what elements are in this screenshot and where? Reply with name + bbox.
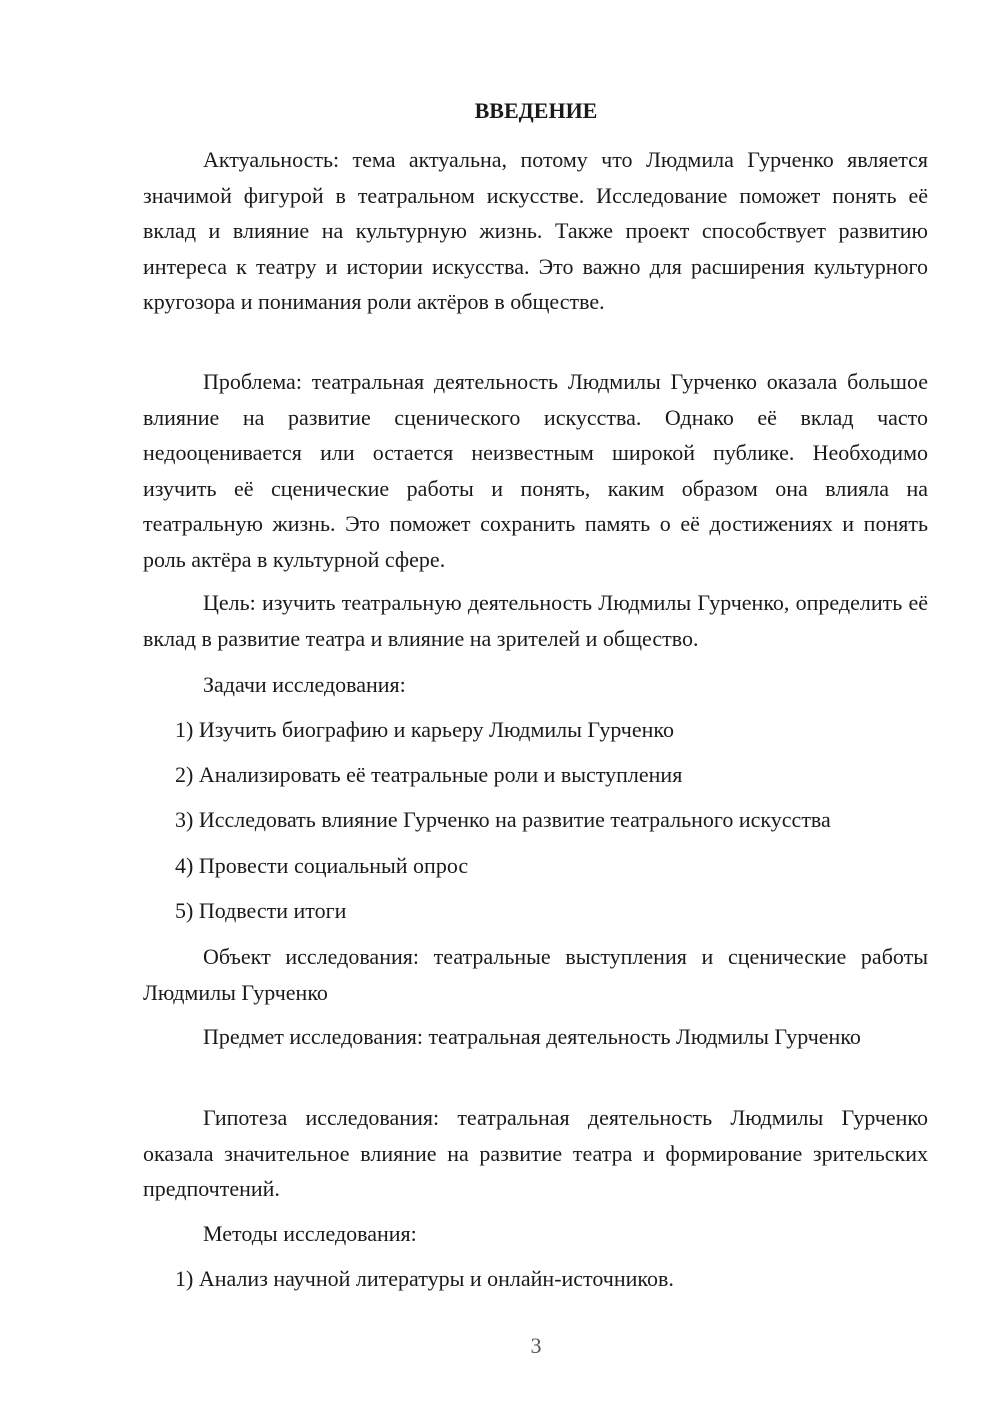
task-item-5: 5) Подвести итоги <box>175 898 347 923</box>
problem-paragraph: Проблема: театральная деятельность Людмилы Гурченко оказала большое влияние на развитие сценического искусства. Однако её вклад часто недооценивается или остается неизвестным широкой публике. Необходимо изучить её сценические работы и понять, каким образом она влияла на театральную жизнь. Это поможет сохранить память о её достижениях и понять роль актёра в культурной сфере. <box>143 369 928 572</box>
page-number: 3 <box>530 1333 542 1358</box>
goal-paragraph: Цель: изучить театральную деятельность Людмилы Гурченко, определить её вклад в развитие театра и влияние на зрителей и общество. <box>143 590 928 651</box>
hypothesis-paragraph: Гипотеза исследования: театральная деятельность Людмилы Гурченко оказала значительное влияние на развитие театра и формирование зрительских предпочтений. <box>143 1105 928 1201</box>
method-item-1: 1) Анализ научной литературы и онлайн-источников. <box>175 1266 674 1291</box>
tasks-heading: Задачи исследования: <box>203 672 406 697</box>
task-item-4: 4) Провести социальный опрос <box>175 853 469 878</box>
task-item-2: 2) Анализировать её театральные роли и выступления <box>175 762 683 787</box>
methods-heading: Методы исследования: <box>203 1221 417 1246</box>
subject-paragraph: Предмет исследования: театральная деятельность Людмилы Гурченко <box>203 1024 861 1049</box>
task-item-3: 3) Исследовать влияние Гурченко на развитие театрального искусства <box>175 807 831 832</box>
object-paragraph: Объект исследования: театральные выступления и сценические работы Людмилы Гурченко <box>143 944 928 1005</box>
relevance-paragraph: Актуальность: тема актуальна, потому что Людмила Гурченко является значимой фигурой в театральном искусстве. Исследование поможет понять её вклад и влияние на культурную жизнь. Также проект способствует развитию интереса к театру и истории искусства. Это важно для расширения культурного кругозора и понимания роли актёров в обществе. <box>143 147 928 314</box>
page-title: ВВЕДЕНИЕ <box>474 98 598 123</box>
task-item-1: 1) Изучить биографию и карьеру Людмилы Гурченко <box>175 717 674 742</box>
